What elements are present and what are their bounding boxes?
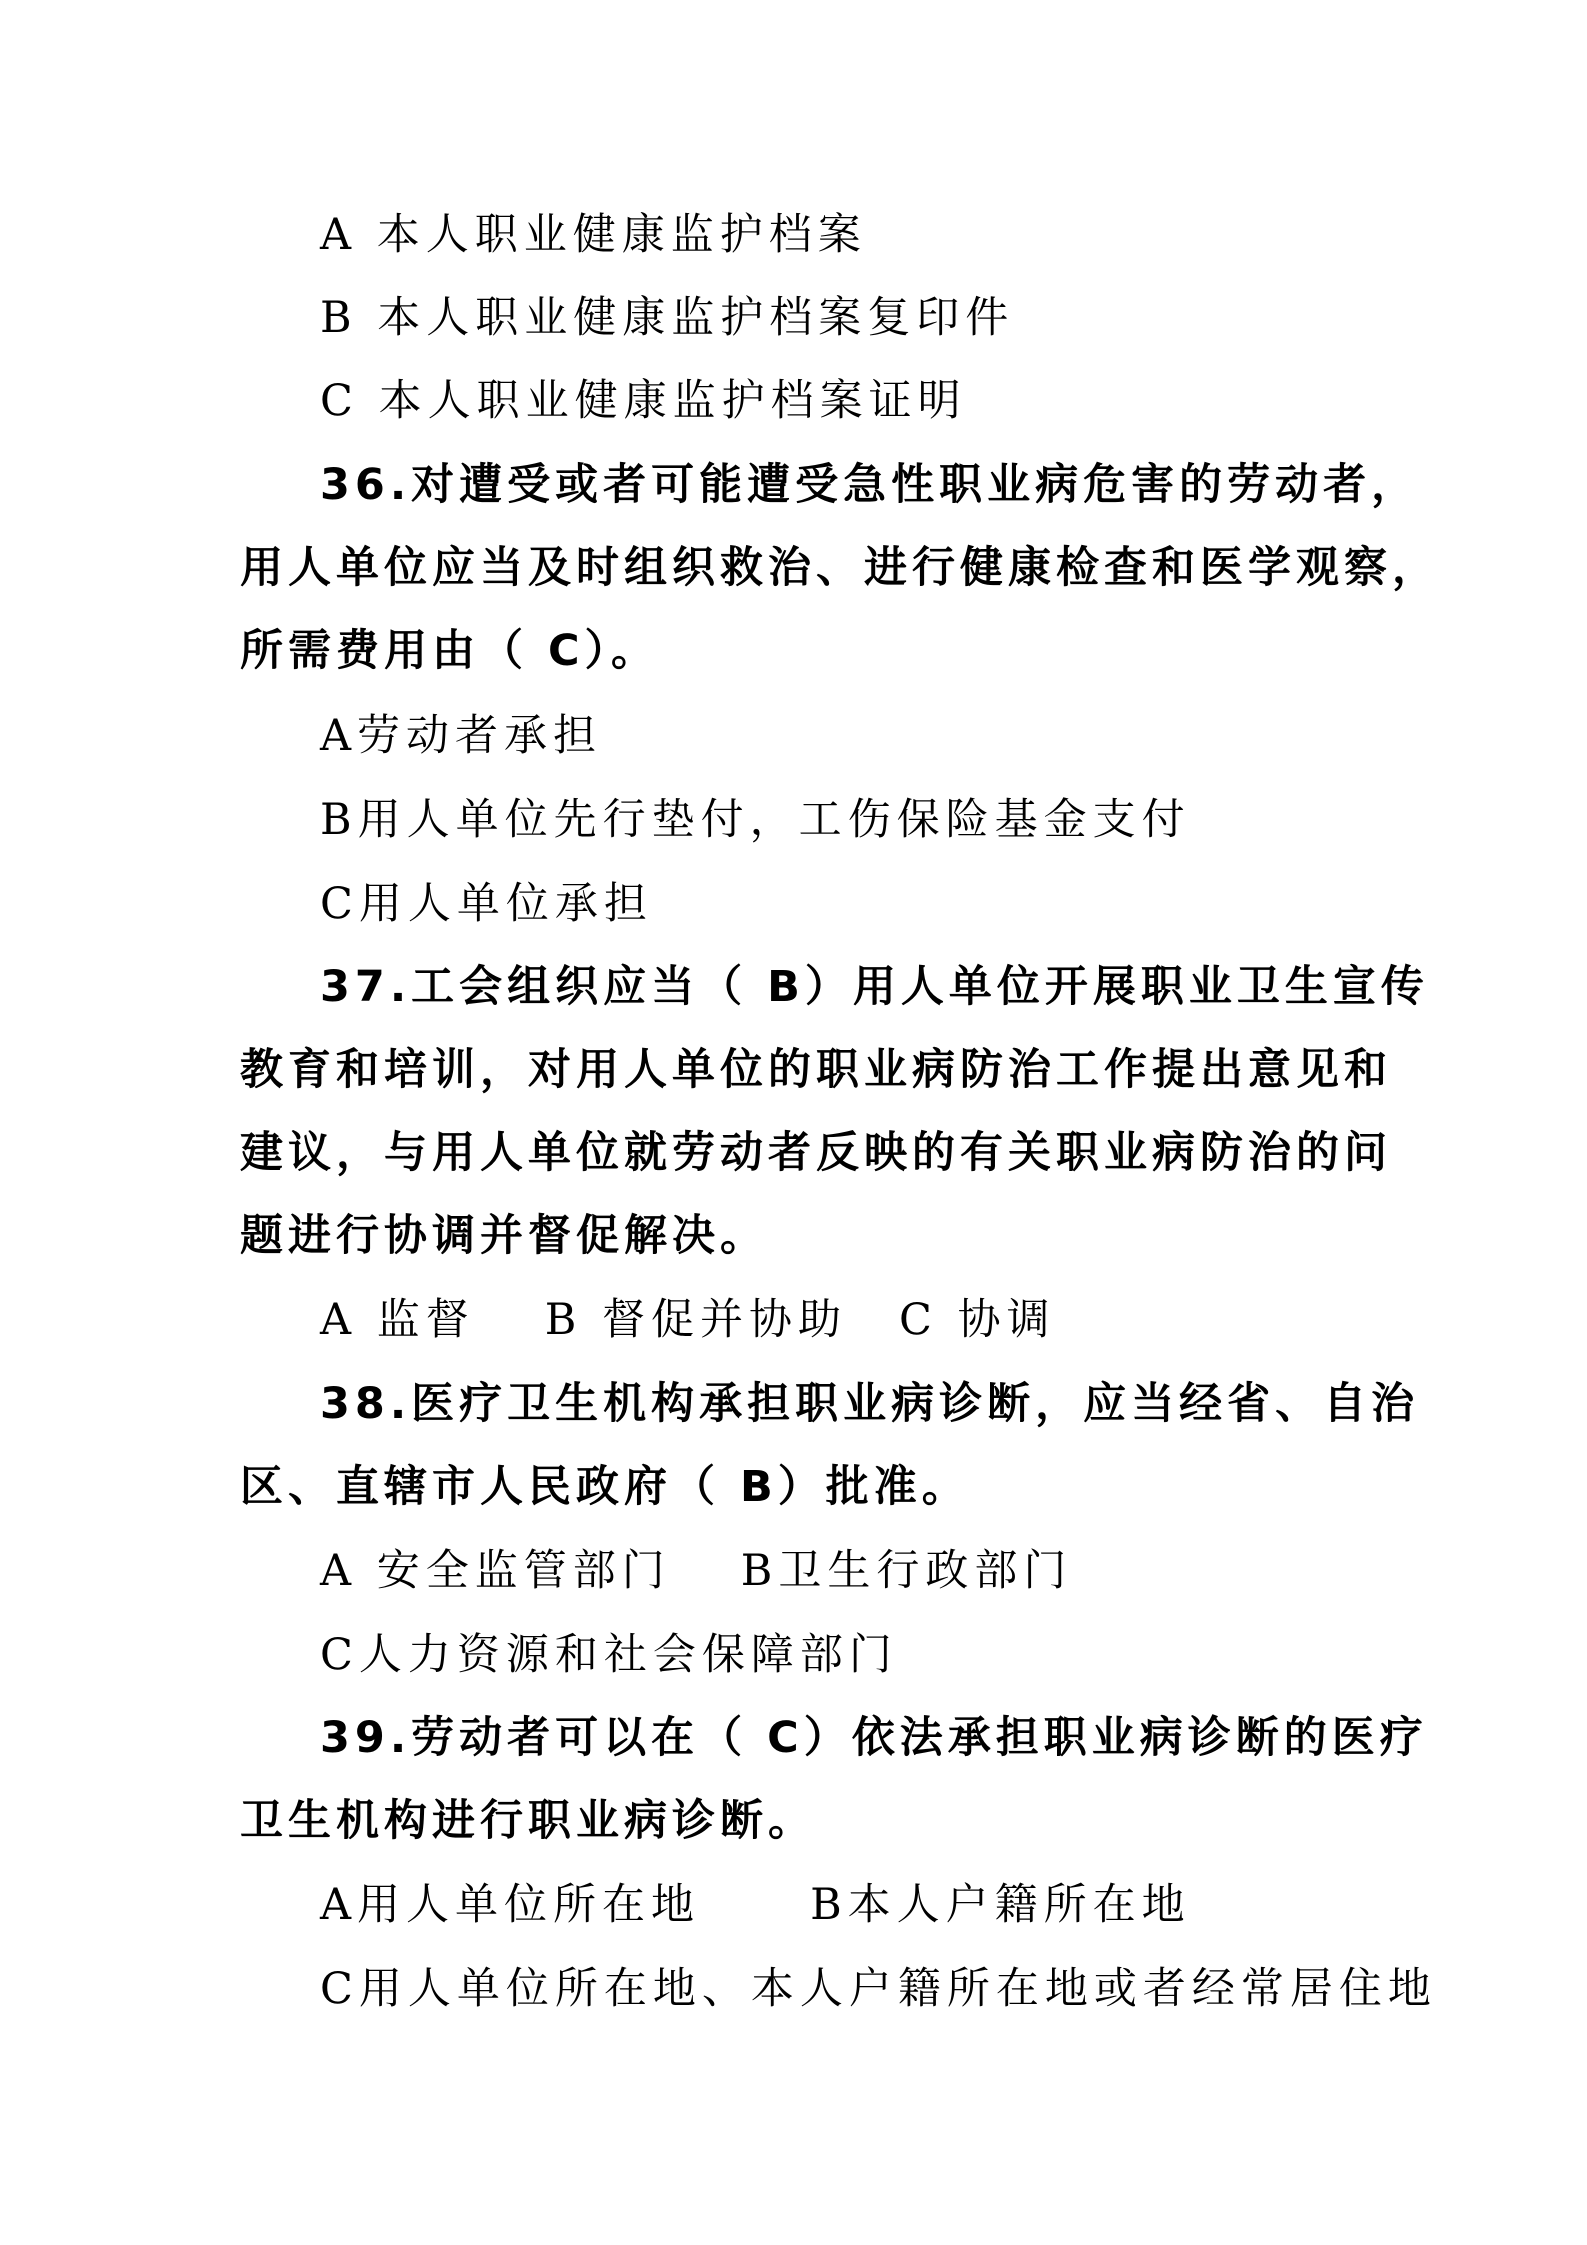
q39-option-c: C用人单位所在地、本人户籍所在地或者经常居住地 [320,1964,1437,2014]
q37-option-c: C 协调 [899,1295,1056,1345]
q35-option-c: C 本人职业健康监护档案证明 [320,376,967,426]
q37-question-line-2: 教育和培训，对用人单位的职业病防治工作提出意见和 [240,1045,1392,1095]
q37-question-line-1: 37.工会组织应当（ B）用人单位开展职业卫生宣传 [320,962,1429,1012]
q35-option-a: A 本人职业健康监护档案 [320,210,867,260]
q38-question-line-2: 区、直辖市人民政府（ B）批准。 [240,1462,970,1512]
q37-option-b: B 督促并协助 [544,1295,848,1345]
q38-option-a: A 安全监管部门 [320,1546,671,1596]
q37-option-a: A 监督 [320,1295,475,1345]
q36-question-line-1: 36.对遭受或者可能遭受急性职业病危害的劳动者， [320,460,1420,510]
q37-question-line-3: 建议，与用人单位就劳动者反映的有关职业病防治的问 [240,1128,1392,1178]
q38-options-row-1 [320,1541,1072,1601]
q38-question-line-1: 38.医疗卫生机构承担职业病诊断，应当经省、自治 [320,1379,1420,1429]
q36-question-line-3: 所需费用由（ C）。 [240,626,660,676]
q35-option-b: B 本人职业健康监护档案复印件 [320,293,1015,343]
q39-question-line-2: 卫生机构进行职业病诊断。 [240,1796,816,1846]
q38-option-b: B卫生行政部门 [740,1546,1073,1596]
q36-option-c: C用人单位承担 [320,879,653,929]
q39-option-b: B本人户籍所在地 [810,1880,1191,1930]
q39-question-line-1: 39.劳动者可以在（ C）依法承担职业病诊断的医疗 [320,1713,1428,1763]
q37-options-row [320,1290,1056,1350]
q39-option-a: A用人单位所在地 [320,1880,701,1930]
q36-question-line-2: 用人单位应当及时组织救治、进行健康检查和医学观察， [240,543,1440,593]
q38-option-c: C人力资源和社会保障部门 [320,1630,898,1680]
q36-option-b: B用人单位先行垫付，工伤保险基金支付 [320,795,1191,845]
q36-option-a: A劳动者承担 [320,711,603,761]
q37-question-line-4: 题进行协调并督促解决。 [240,1211,768,1261]
q39-options-row-1 [320,1875,1191,1935]
